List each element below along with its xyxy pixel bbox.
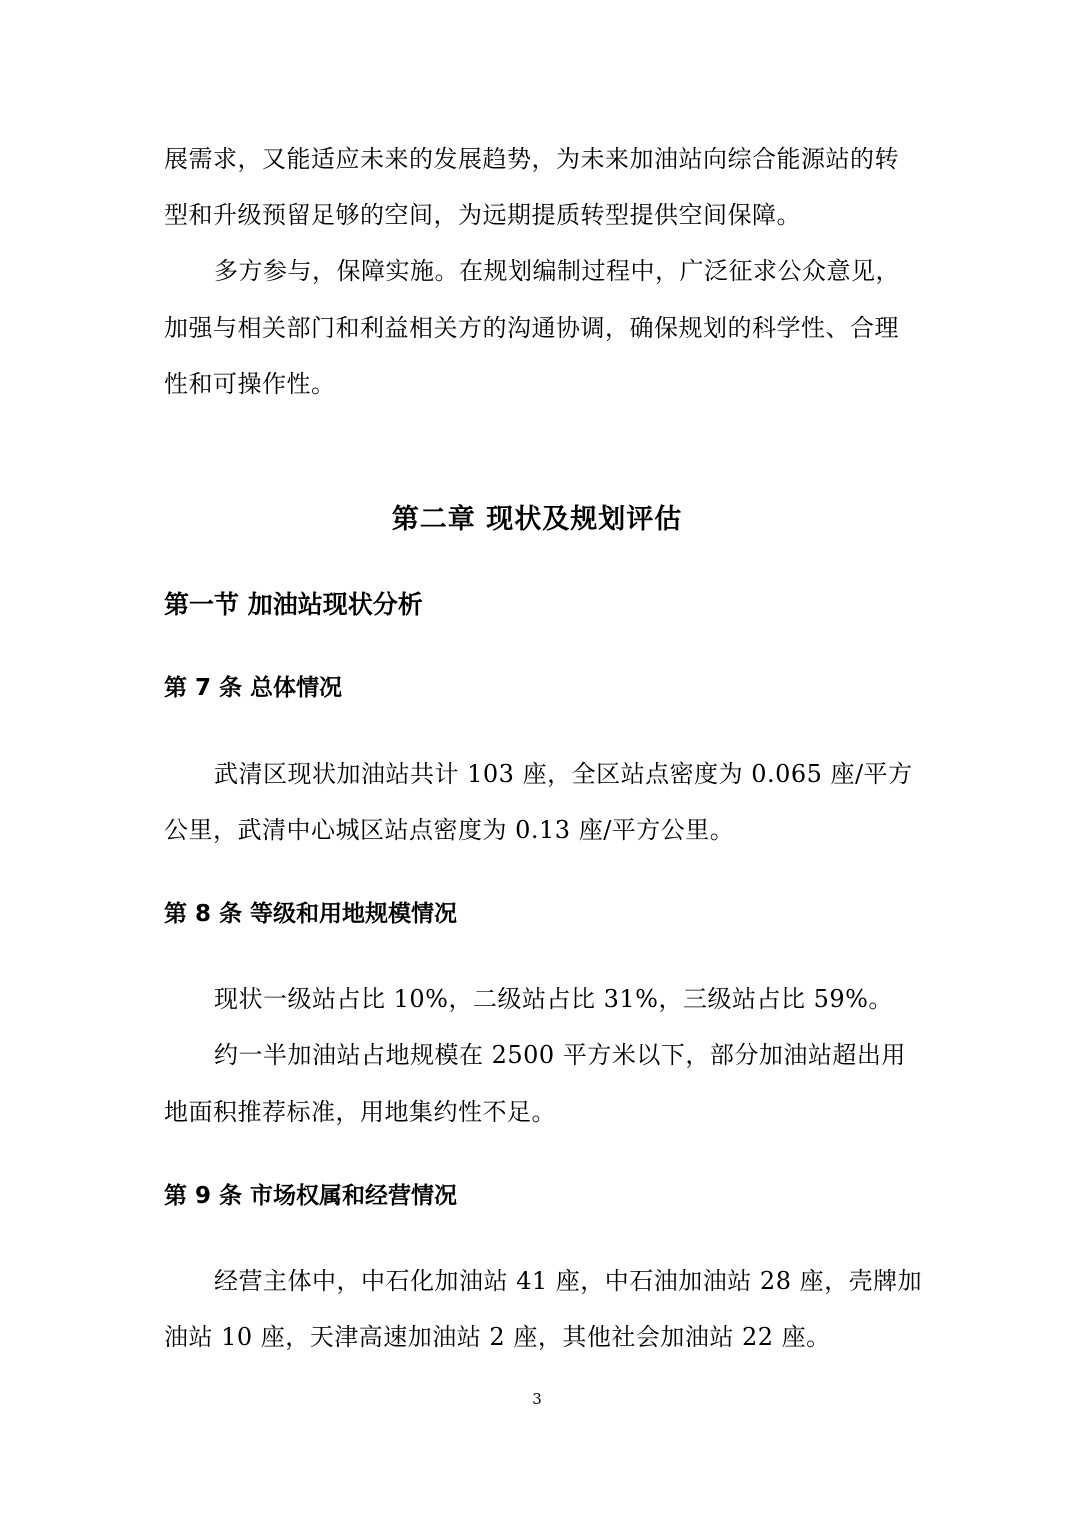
body-text-line: 武清区现状加油站共计 103 座，全区站点密度为 0.065 座/平方 <box>214 760 913 788</box>
article-8-title: 第 8 条 等级和用地规模情况 <box>164 901 458 927</box>
body-text-line: 性和可操作性。 <box>164 370 336 398</box>
body-text-line: 经营主体中，中石化加油站 41 座，中石油加油站 28 座，壳牌加 <box>214 1267 923 1295</box>
body-text-line: 多方参与，保障实施。在规划编制过程中，广泛征求公众意见， <box>214 257 900 285</box>
chapter-title: 第二章 现状及规划评估 <box>391 504 683 535</box>
body-text-line: 公里，武清中心城区站点密度为 0.13 座/平方公里。 <box>164 816 735 844</box>
body-text-line: 油站 10 座，天津高速加油站 2 座，其他社会加油站 22 座。 <box>164 1323 831 1351</box>
body-text-line: 展需求，又能适应未来的发展趋势，为未来加油站向综合能源站的转 <box>164 145 899 173</box>
article-7-title: 第 7 条 总体情况 <box>164 675 343 701</box>
body-text-line: 地面积推荐标准，用地集约性不足。 <box>164 1098 556 1126</box>
section-title: 第一节 加油站现状分析 <box>164 590 423 619</box>
body-text-line: 约一半加油站占地规模在 2500 平方米以下，部分加油站超出用 <box>214 1041 906 1069</box>
body-text-line: 型和升级预留足够的空间，为远期提质转型提供空间保障。 <box>164 201 801 229</box>
body-text-line: 现状一级站占比 10%，二级站占比 31%，三级站占比 59%。 <box>214 985 893 1013</box>
article-9-title: 第 9 条 市场权属和经营情况 <box>164 1183 458 1209</box>
page-number: 3 <box>532 1390 542 1408</box>
body-text-line: 加强与相关部门和利益相关方的沟通协调，确保规划的科学性、合理 <box>164 314 899 342</box>
